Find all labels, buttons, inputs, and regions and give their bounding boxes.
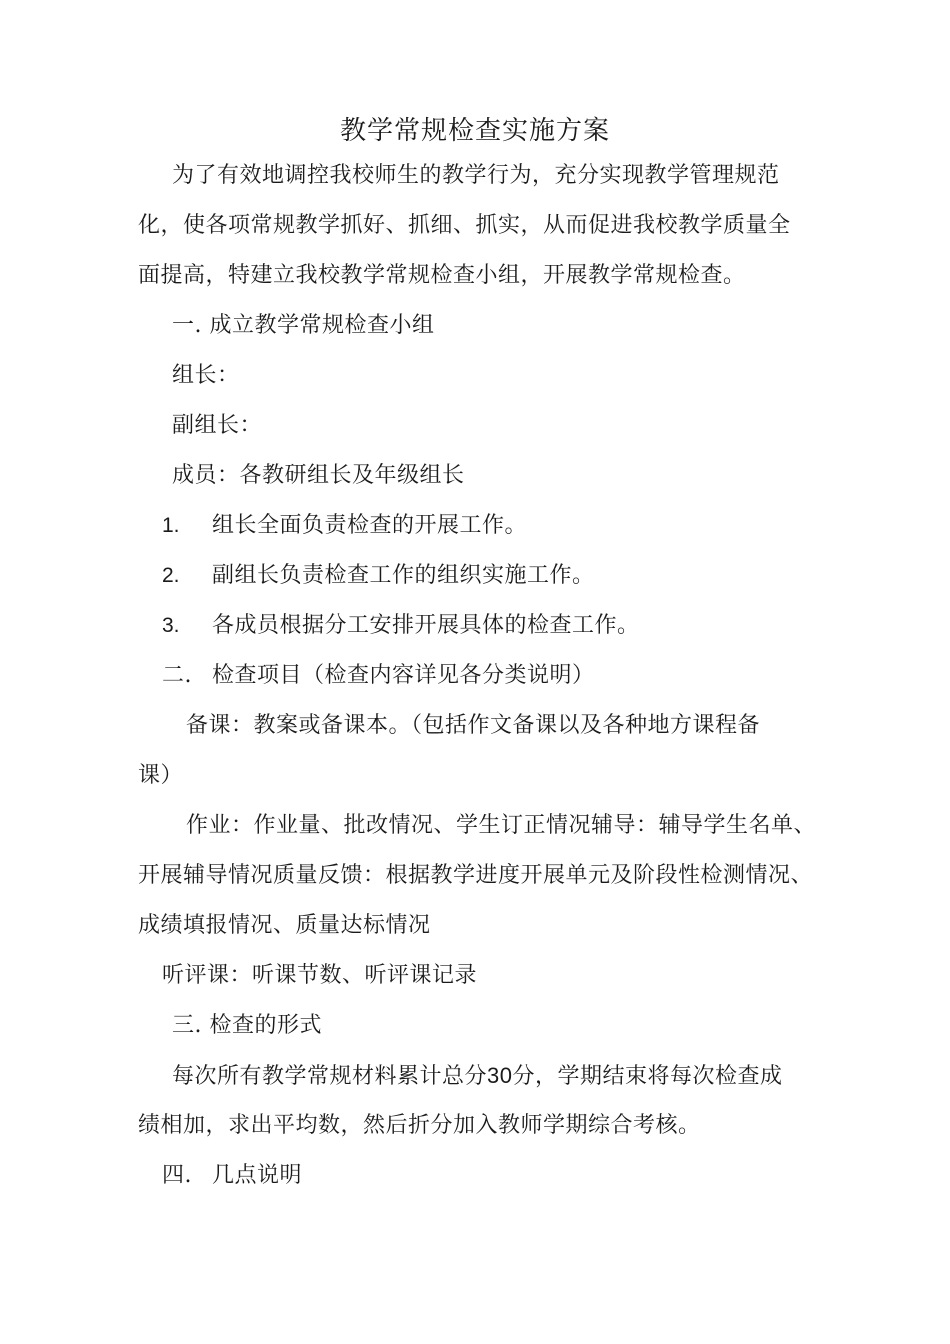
section1-heading: 一. 成立教学常规检查小组 bbox=[172, 313, 435, 338]
section3-heading: 三. 检查的形式 bbox=[172, 1013, 322, 1038]
leader-label: 组长： bbox=[172, 363, 240, 388]
section2-number: 二. bbox=[162, 663, 192, 688]
item-1-number: 1. bbox=[162, 514, 180, 537]
section4-number: 四. bbox=[162, 1163, 192, 1188]
observation-line: 听评课：听课节数、听评课记录 bbox=[162, 963, 478, 988]
lesson-prep-line-1: 备课：教案或备课本。（包括作文备课以及各种地方课程备 bbox=[186, 713, 761, 738]
item-3-number: 3. bbox=[162, 614, 180, 637]
section3-text-suffix: 分，学期结束将每次检查成 bbox=[512, 1064, 783, 1089]
homework-line-2: 开展辅导情况质量反馈：根据教学进度开展单元及阶段性检测情况、 bbox=[138, 863, 814, 888]
item-2-text: 副组长负责检查工作的组织实施工作。 bbox=[212, 563, 595, 588]
intro-line-2: 化，使各项常规教学抓好、抓细、抓实，从而促进我校教学质量全 bbox=[138, 213, 791, 238]
intro-line-1: 为了有效地调控我校师生的教学行为，充分实现教学管理规范 bbox=[172, 163, 780, 188]
homework-line-1: 作业：作业量、批改情况、学生订正情况辅导：辅导学生名单、 bbox=[186, 813, 817, 838]
item-3-text: 各成员根据分工安排开展具体的检查工作。 bbox=[212, 613, 640, 638]
item-1-text: 组长全面负责检查的开展工作。 bbox=[212, 513, 528, 538]
members-label: 成员：各教研组长及年级组长 bbox=[172, 463, 465, 488]
lesson-prep-line-2: 课） bbox=[138, 763, 184, 788]
section3-text-prefix: 每次所有教学常规材料累计总分 bbox=[172, 1064, 488, 1089]
homework-line-3: 成绩填报情况、质量达标情况 bbox=[138, 913, 431, 938]
section4-heading: 几点说明 bbox=[212, 1163, 303, 1188]
section3-line-1 bbox=[172, 1061, 783, 1092]
section2-heading: 检查项目（检查内容详见各分类说明） bbox=[212, 663, 595, 688]
deputy-leader-label: 副组长： bbox=[172, 413, 263, 438]
document-title: 教学常规检查实施方案 bbox=[339, 116, 610, 146]
section3-line-2: 绩相加，求出平均数，然后折分加入教师学期综合考核。 bbox=[138, 1113, 701, 1138]
score-value: 30 bbox=[487, 1063, 513, 1088]
intro-line-3: 面提高，特建立我校教学常规检查小组，开展教学常规检查。 bbox=[138, 263, 746, 288]
item-2-number: 2. bbox=[162, 564, 180, 587]
